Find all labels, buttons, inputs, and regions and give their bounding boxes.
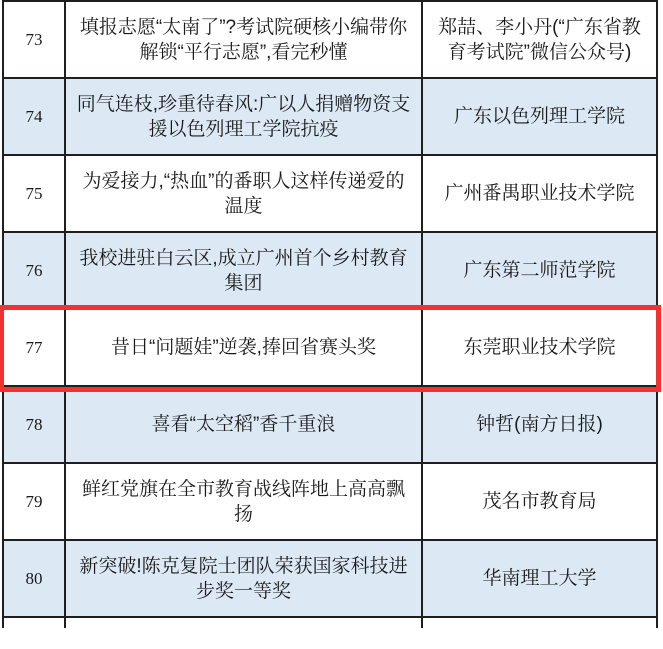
- title-cell: 喜看“太空稻”香千重浪: [66, 387, 423, 462]
- title-cell: 鲜红党旗在全市教育战线阵地上高高飘扬: [66, 464, 423, 539]
- rank-cell: 74: [4, 79, 66, 154]
- rank-cell: 78: [4, 387, 66, 462]
- author-cell: 广东第二师范学院: [463, 260, 616, 281]
- author-cell: 广州番禺职业技术学院: [444, 183, 635, 204]
- rank-cell: 80: [4, 541, 66, 616]
- author-cell: 钟哲(南方日报): [476, 414, 603, 435]
- table-row-highlighted: [4, 310, 656, 387]
- author-cell: [423, 618, 656, 628]
- title-cell: 新突破!陈克复院士团队荣获国家科技进步奖一等奖: [66, 541, 423, 616]
- author-cell: 广东以色列理工学院: [453, 106, 625, 127]
- title-cell: 我校进驻白云区,成立广州首个乡村教育集团: [66, 233, 423, 308]
- rank-cell: [4, 618, 66, 628]
- awards-table: [2, 0, 658, 628]
- table-row: [4, 233, 656, 310]
- author-cell: 郑喆、李小丹(“广东省教育考试院”微信公众号): [438, 16, 641, 63]
- title-cell: 为爱接力,“热血”的番职人这样传递爱的温度: [66, 156, 423, 231]
- rank-cell: 76: [4, 233, 66, 308]
- table-row: [4, 464, 656, 541]
- table-row: [4, 387, 656, 464]
- table-row: [4, 541, 656, 618]
- title-cell: 同气连枝,珍重待春风:广以人捐赠物资支援以色列理工学院抗疫: [66, 79, 423, 154]
- author-cell: 东莞职业技术学院: [463, 337, 616, 358]
- rank-cell: 79: [4, 464, 66, 539]
- table-row: [4, 79, 656, 156]
- title-cell: [66, 618, 423, 628]
- author-cell: 华南理工大学: [482, 568, 597, 589]
- table-row: [4, 2, 656, 79]
- author-cell: 茂名市教育局: [482, 491, 597, 512]
- title-cell: 昔日“问题娃”逆袭,捧回省赛头奖: [66, 310, 423, 385]
- table-row-partial: [4, 618, 656, 628]
- rank-cell: 77: [4, 310, 66, 385]
- rank-cell: 73: [4, 2, 66, 77]
- title-cell: 填报志愿“太南了”?考试院硬核小编带你解锁“平行志愿”,看完秒懂: [66, 2, 423, 77]
- table-row: [4, 156, 656, 233]
- rank-cell: 75: [4, 156, 66, 231]
